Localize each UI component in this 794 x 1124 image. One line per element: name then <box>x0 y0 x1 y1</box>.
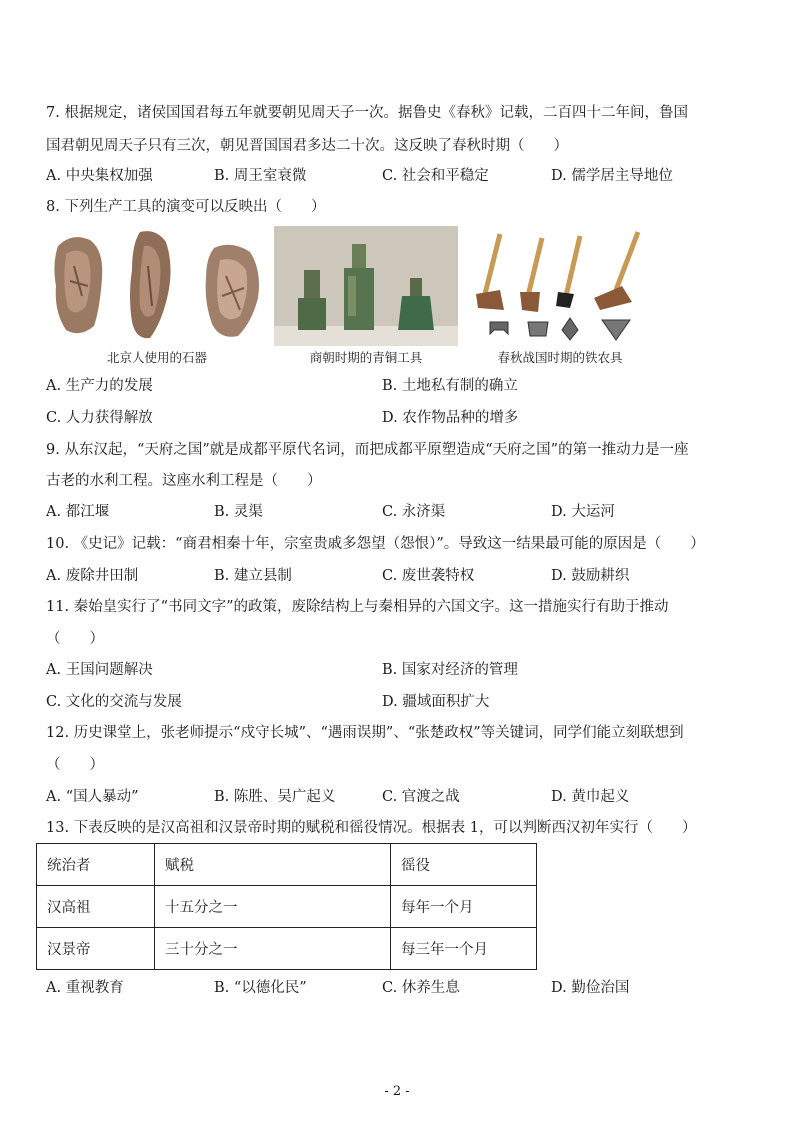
q11-stem-line1: 11. 秦始皇实行了“书同文字”的政策，废除结构上与秦相异的六国文字。这一措施实行有助于推动 <box>46 599 669 615</box>
q7-option-c: C. 社会和平稳定 <box>382 168 489 184</box>
table-cell: 汉景帝 <box>37 928 155 970</box>
q13-option-d: D. 勤俭治国 <box>551 980 630 996</box>
table-cell: 每三年一个月 <box>391 928 537 970</box>
iron-tools-image <box>470 226 650 346</box>
q9-option-b: B. 灵渠 <box>214 504 263 520</box>
q9-stem-line1: 9. 从东汉起，“天府之国”就是成都平原代名词，而把成都平原塑造成“天府之国”的第一推动力是一座 <box>46 442 689 458</box>
q11-option-c: C. 文化的交流与发展 <box>46 694 182 710</box>
q9-option-a: A. 都江堰 <box>46 504 110 520</box>
q10-stem: 10. 《史记》记载：“商君相秦十年，宗室贵戚多怨望（怨恨）”。导致这一结果最可能的原因是（ ） <box>46 536 705 552</box>
page-number: - 2 - <box>384 1084 410 1099</box>
q7-option-d: D. 儒学居主导地位 <box>551 168 673 184</box>
q7-option-a: A. 中央集权加强 <box>46 168 153 184</box>
q8-option-c: C. 人力获得解放 <box>46 410 153 426</box>
q12-option-a: A. “国人暴动” <box>46 789 139 805</box>
q9-option-d: D. 大运河 <box>551 504 615 520</box>
q11-option-b: B. 国家对经济的管理 <box>382 662 518 678</box>
table-cell: 每年一个月 <box>391 886 537 928</box>
q13-option-c: C. 休养生息 <box>382 980 460 996</box>
table-header-cell: 徭役 <box>391 844 537 886</box>
q11-option-d: D. 疆域面积扩大 <box>382 694 490 710</box>
q13-option-b: B. “以德化民” <box>214 980 307 996</box>
tax-corvee-table <box>36 843 537 970</box>
q13-stem: 13. 下表反映的是汉高祖和汉景帝时期的赋税和徭役情况。根据表 1，可以判断西汉初年实行（ ） <box>46 820 697 836</box>
table-row <box>37 928 537 970</box>
q10-option-a: A. 废除井田制 <box>46 568 139 584</box>
q12-option-c: C. 官渡之战 <box>382 789 460 805</box>
q10-option-d: D. 鼓励耕织 <box>551 568 630 584</box>
caption-iron-tools: 春秋战国时期的铁农具 <box>497 350 623 365</box>
q10-option-b: B. 建立县制 <box>214 568 292 584</box>
q10-option-c: C. 废世袭特权 <box>382 568 475 584</box>
table-cell: 三十分之一 <box>155 928 391 970</box>
q8-stem: 8. 下列生产工具的演变可以反映出（ ） <box>46 199 326 215</box>
q11-stem-line2: （ ） <box>46 631 104 647</box>
q8-option-d: D. 农作物品种的增多 <box>382 410 519 426</box>
table-row <box>37 886 537 928</box>
stone-tools-image <box>44 226 270 368</box>
q12-stem-line1: 12. 历史课堂上，张老师提示“戍守长城”、“遇雨误期”、“张楚政权”等关键词，同学们能立刻联想到 <box>46 725 684 741</box>
bronze-tools-image <box>274 226 458 346</box>
table-header-cell: 赋税 <box>155 844 391 886</box>
q7-stem-line1: 7. 根据规定，诸侯国国君每五年就要朝见周天子一次。据鲁史《春秋》记载，二百四十二年间，鲁国 <box>46 105 688 121</box>
table-cell: 十五分之一 <box>155 886 391 928</box>
q12-stem-line2: （ ） <box>46 757 104 773</box>
q12-option-b: B. 陈胜、吴广起义 <box>214 789 336 805</box>
caption-stone-tools: 北京人使用的石器 <box>106 350 207 365</box>
table-header-row <box>37 844 537 886</box>
q7-stem-line2: 国君朝见周天子只有三次，朝见晋国国君多达二十次。这反映了春秋时期（ ） <box>46 138 568 154</box>
table-cell: 汉高祖 <box>37 886 155 928</box>
q9-option-c: C. 永济渠 <box>382 504 446 520</box>
table-header-cell: 统治者 <box>37 844 155 886</box>
caption-bronze-tools: 商朝时期的青铜工具 <box>309 350 423 365</box>
q8-option-b: B. 土地私有制的确立 <box>382 378 518 394</box>
q8-option-a: A. 生产力的发展 <box>46 378 153 394</box>
q12-option-d: D. 黄巾起义 <box>551 789 630 805</box>
q13-option-a: A. 重视教育 <box>46 980 124 996</box>
q9-stem-line2: 古老的水利工程。这座水利工程是（ ） <box>46 473 322 489</box>
q11-option-a: A. 王国问题解决 <box>46 662 153 678</box>
q7-option-b: B. 周王室衰微 <box>214 168 307 184</box>
